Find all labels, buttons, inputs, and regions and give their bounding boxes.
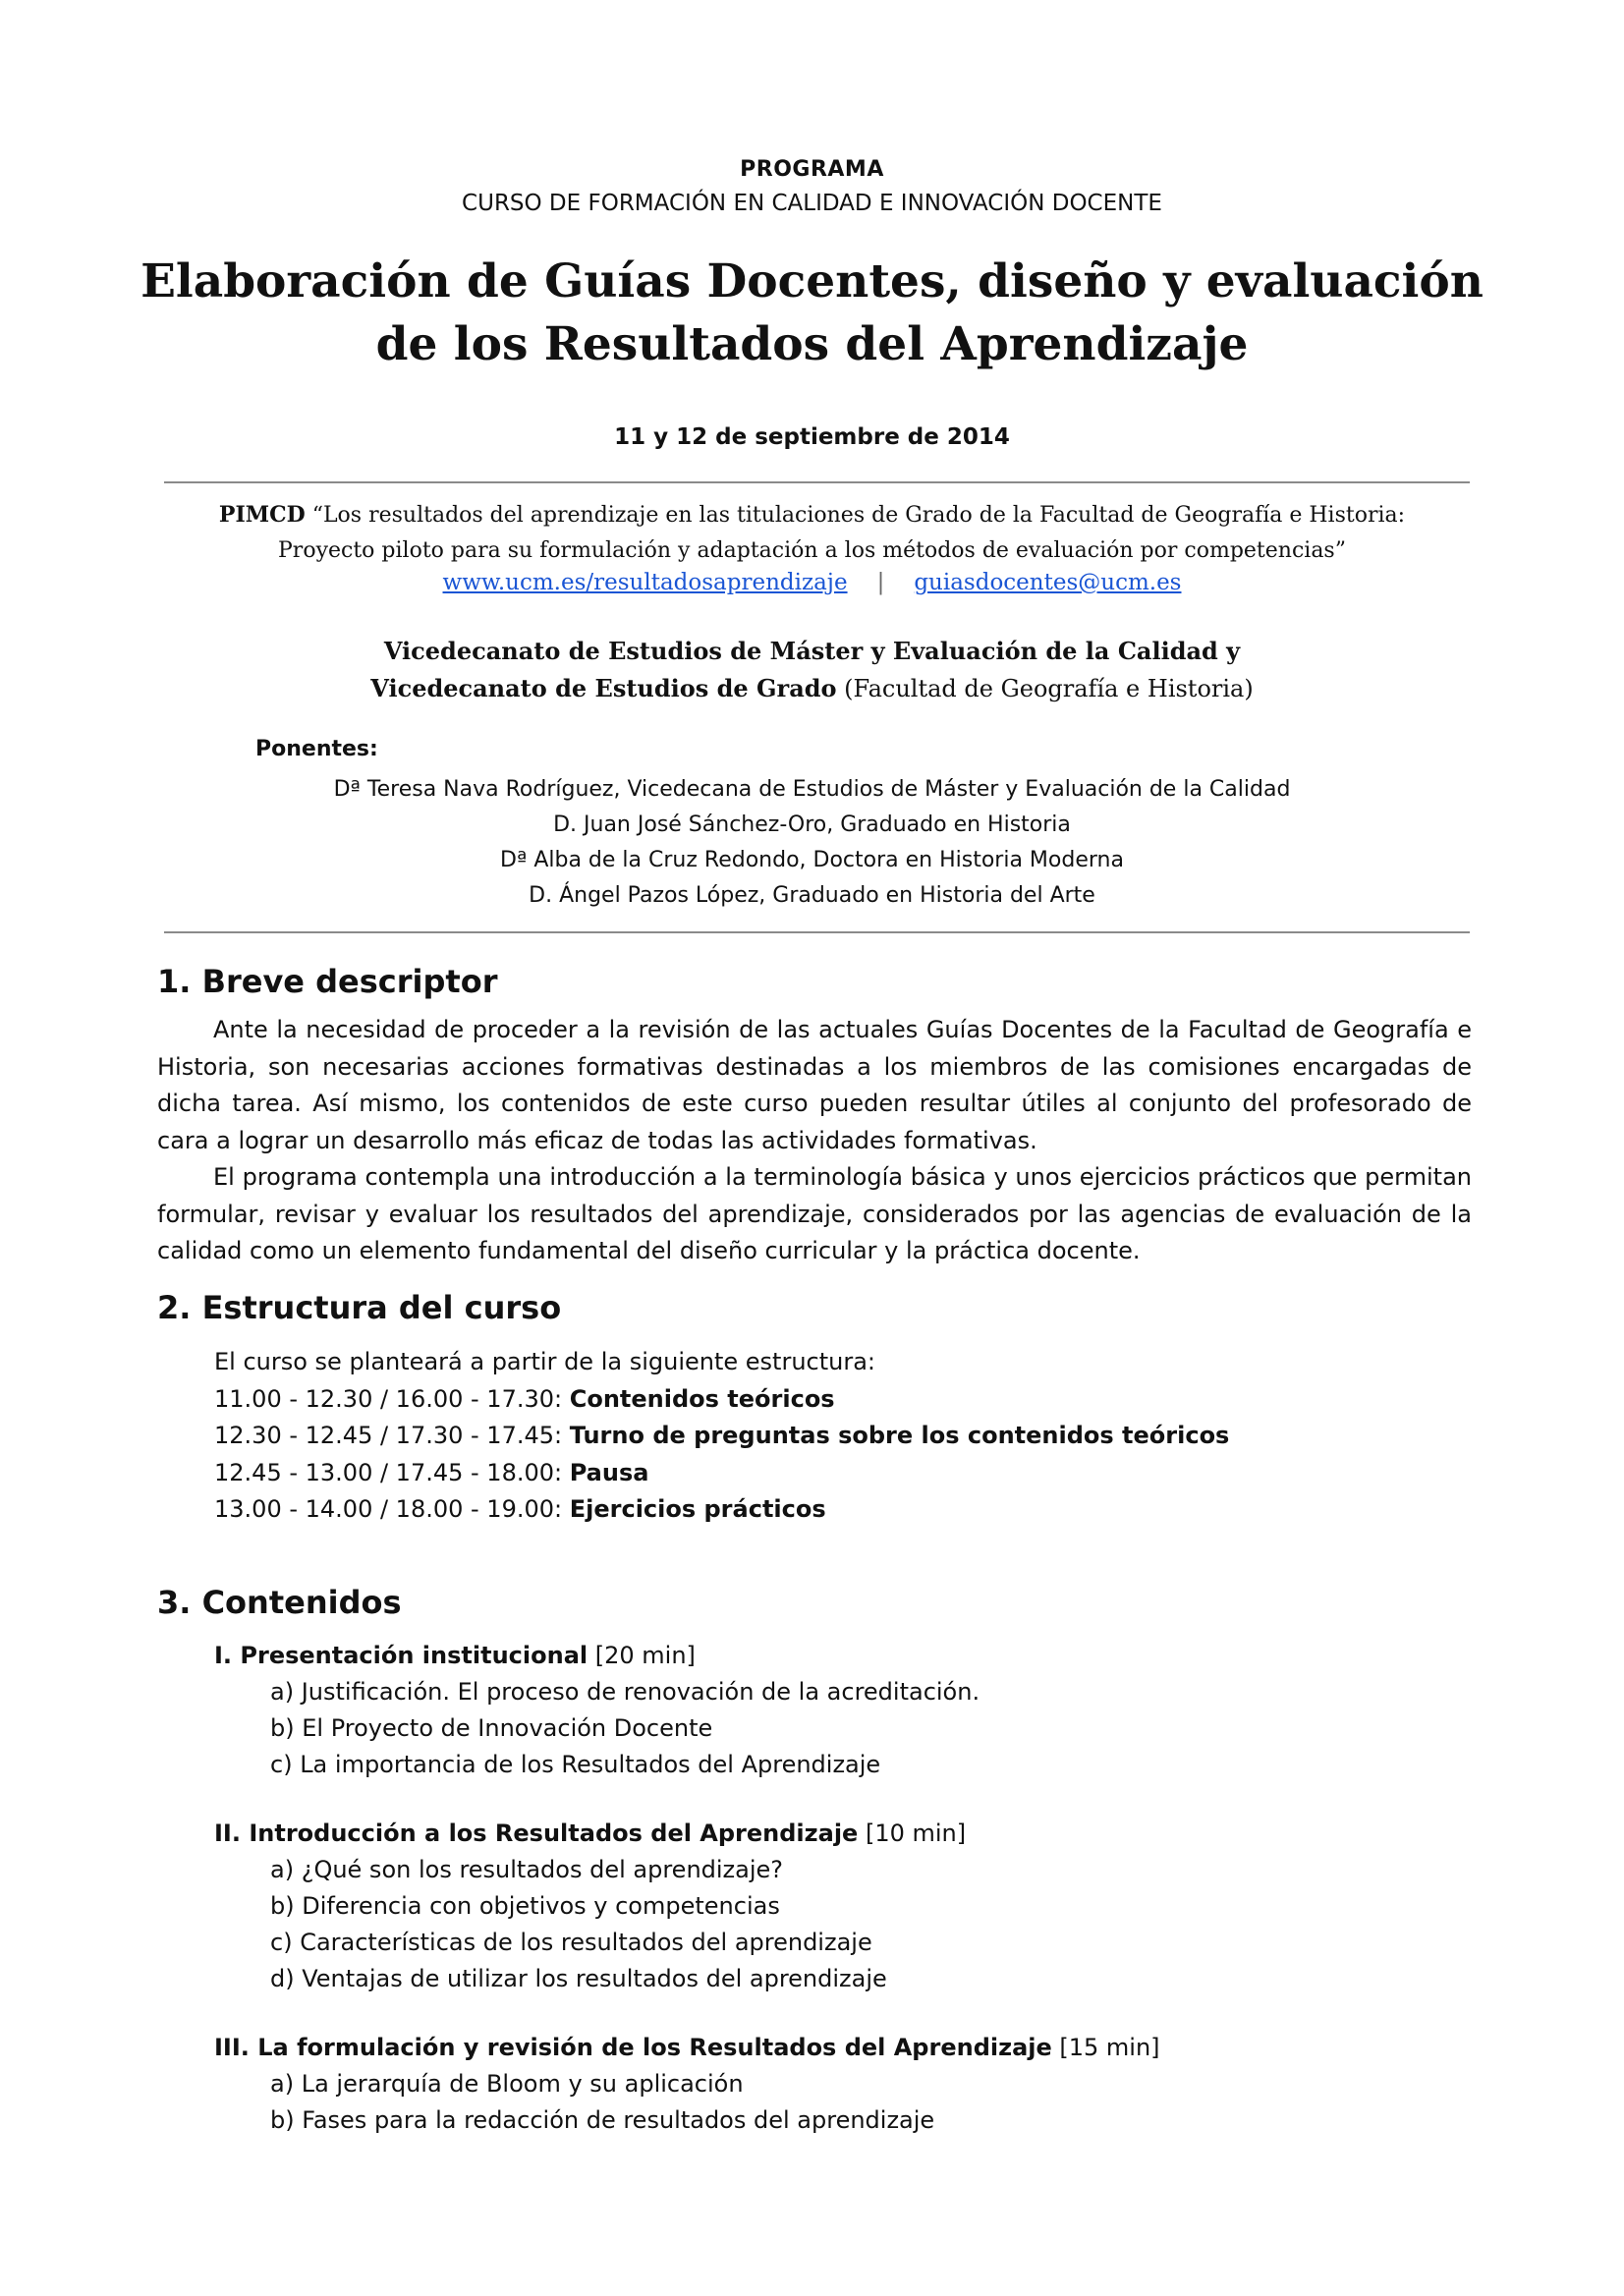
list-item: a) ¿Qué son los resultados del aprendizaje? xyxy=(270,1856,784,1883)
schedule-activity: Ejercicios prácticos xyxy=(569,1495,826,1523)
group-heading xyxy=(214,1638,980,1674)
section-1-paragraph-1: Ante la necesidad de proceder a la revisión de las actuales Guías Docentes de la Facultad de Geografía e Historia, son necesarias acciones formativas destinadas a los miembros de las comisiones encargadas de dicha tarea. Así mismo, los contenidos de este curso pueden resultar útiles al conjunto del profesorado de cara a lograr un desarrollo más eficaz de todas las actividades formativas. xyxy=(157,1016,1472,1154)
vicedecanato-line-1 xyxy=(0,633,1624,670)
schedule-activity: Pausa xyxy=(569,1458,649,1486)
contents-group-3 xyxy=(214,2030,1160,2139)
section-2-body xyxy=(214,1344,1229,1529)
divider-top xyxy=(164,481,1470,483)
contents-group-2 xyxy=(214,1816,966,1997)
group-heading xyxy=(214,1816,966,1852)
schedule-row xyxy=(214,1455,1229,1492)
vicedecanato-block xyxy=(0,633,1624,707)
program-kicker: PROGRAMA xyxy=(740,157,884,182)
vicedecanato-line-2-bold: Vicedecanato de Estudios de Grado xyxy=(370,674,837,702)
schedule-time: 13.00 - 14.00 / 18.00 - 19.00: xyxy=(214,1495,570,1523)
list-item: b) Fases para la redacción de resultados del aprendizaje xyxy=(270,2106,935,2134)
list-item: a) La jerarquía de Bloom y su aplicación xyxy=(270,2070,744,2098)
vicedecanato-line-1-text: Vicedecanato de Estudios de Máster y Evaluación de la Calidad y xyxy=(383,637,1241,665)
schedule-activity: Contenidos teóricos xyxy=(569,1384,835,1413)
section-1-heading: 1. Breve descriptor xyxy=(157,963,498,1000)
ponente-item: Dª Teresa Nava Rodríguez, Vicedecana de Estudios de Máster y Evaluación de la Calidad xyxy=(333,777,1291,802)
pimcd-line-1-text: “Los resultados del aprendizaje en las titulaciones de Grado de la Facultad de Geografía e Historia: xyxy=(305,503,1406,528)
section-1-body xyxy=(157,1012,1472,1270)
schedule-row xyxy=(214,1418,1229,1455)
title-line-2: de los Resultados del Aprendizaje xyxy=(375,317,1249,371)
website-link[interactable]: www.ucm.es/resultadosaprendizaje xyxy=(442,570,848,595)
group-duration: [10 min] xyxy=(858,1820,967,1847)
ponente-item: Dª Alba de la Cruz Redondo, Doctora en Historia Moderna xyxy=(500,848,1124,872)
list-item: d) Ventajas de utilizar los resultados del aprendizaje xyxy=(270,1965,887,1992)
pimcd-block xyxy=(147,497,1477,569)
group-title: II. Introducción a los Resultados del Aprendizaje xyxy=(214,1820,859,1847)
divider-bottom xyxy=(164,931,1470,933)
pimcd-line-1 xyxy=(147,497,1477,533)
ponentes-list xyxy=(0,772,1624,914)
section-1-paragraph-2: El programa contempla una introducción a la terminología básica y unos ejercicios prácticos que permitan formular, revisar y evaluar los resultados del aprendizaje, considerados por las agencias de evaluación de la calidad como un elemento fundamental del diseño curricular y la práctica docente. xyxy=(157,1163,1472,1264)
title-line-1: Elaboración de Guías Docentes, diseño y evaluación xyxy=(140,254,1484,308)
section-3-heading: 3. Contenidos xyxy=(157,1584,402,1621)
schedule-row xyxy=(214,1491,1229,1529)
contact-links xyxy=(0,570,1624,595)
course-name: CURSO DE FORMACIÓN EN CALIDAD E INNOVACIÓN DOCENTE xyxy=(462,191,1162,216)
link-separator: | xyxy=(876,570,885,595)
group-title: III. La formulación y revisión de los Resultados del Aprendizaje xyxy=(214,2034,1052,2061)
email-link[interactable]: guiasdocentes@ucm.es xyxy=(914,570,1182,595)
group-duration: [15 min] xyxy=(1051,2034,1160,2061)
group-duration: [20 min] xyxy=(588,1642,696,1669)
ponente-item: D. Ángel Pazos López, Graduado en Historia del Arte xyxy=(529,883,1095,908)
course-dates: 11 y 12 de septiembre de 2014 xyxy=(614,424,1010,450)
schedule-time: 12.45 - 13.00 / 17.45 - 18.00: xyxy=(214,1458,570,1486)
list-item: a) Justificación. El proceso de renovación de la acreditación. xyxy=(270,1678,980,1706)
vicedecanato-line-2 xyxy=(0,670,1624,707)
schedule-time: 12.30 - 12.45 / 17.30 - 17.45: xyxy=(214,1422,570,1449)
contents-group-1 xyxy=(214,1638,980,1783)
schedule-time: 11.00 - 12.30 / 16.00 - 17.30: xyxy=(214,1384,570,1413)
group-heading xyxy=(214,2030,1160,2066)
schedule-activity: Turno de preguntas sobre los contenidos teóricos xyxy=(569,1422,1230,1449)
list-item: c) La importancia de los Resultados del Aprendizaje xyxy=(270,1751,881,1778)
schedule-row xyxy=(214,1381,1229,1419)
pimcd-label: PIMCD xyxy=(218,502,306,528)
pimcd-line-2: Proyecto piloto para su formulación y adaptación a los métodos de evaluación por competencias” xyxy=(278,538,1346,563)
vicedecanato-line-2-rest: (Facultad de Geografía e Historia) xyxy=(836,675,1254,702)
list-item: b) El Proyecto de Innovación Docente xyxy=(270,1714,713,1742)
document-title xyxy=(0,251,1624,376)
group-title: I. Presentación institucional xyxy=(214,1642,588,1669)
list-item: b) Diferencia con objetivos y competencias xyxy=(270,1892,780,1920)
list-item: c) Características de los resultados del aprendizaje xyxy=(270,1929,872,1956)
structure-intro: El curso se planteará a partir de la siguiente estructura: xyxy=(214,1348,876,1375)
section-2-heading: 2. Estructura del curso xyxy=(157,1289,562,1326)
ponente-item: D. Juan José Sánchez-Oro, Graduado en Historia xyxy=(553,812,1071,837)
ponentes-label: Ponentes: xyxy=(255,737,378,761)
